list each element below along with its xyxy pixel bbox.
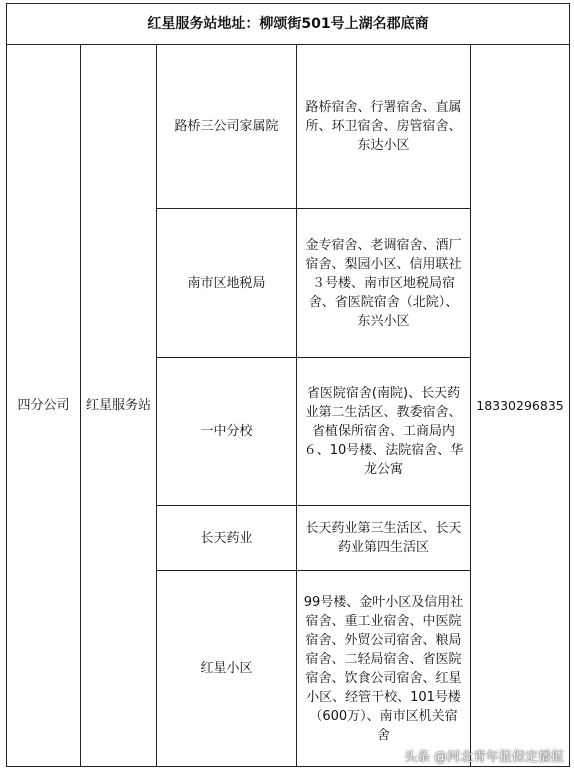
areas-cell: 长天药业第三生活区、长天药业第四生活区 — [305, 521, 462, 555]
service-station-cell: 红星服务站 — [85, 398, 151, 413]
branch-company-cell: 四分公司 — [17, 398, 70, 413]
areas-cell: 省医院宿舍(南院)、长天药业第二生活区、教委宿舍、省植保所宿舍、工商局内６、10号楼、法院宿舍、华龙公寓 — [303, 386, 464, 477]
watermark — [404, 746, 564, 765]
unit-cell: 南市区地税局 — [187, 275, 266, 291]
unit-cell: 一中分校 — [200, 424, 253, 439]
unit-cell: 路桥三公司家属院 — [174, 119, 279, 134]
phone-cell: 18330296835 — [476, 398, 564, 413]
areas-cell: 99号楼、金叶小区及信用社宿舍、重工业宿舍、中医院宿舍、外贸公司宿舍、粮局宿舍、二轻局宿舍、省医院宿舍、饮食公司宿舍、红星小区、经管干校、101号楼（600万）、南市区机关宿舍 — [303, 594, 464, 743]
areas-cell: 金专宿舍、老调宿舍、酒厂宿舍、梨园小区、信用联社３号楼、南市区地税局宿舍、省医院宿舍（北院）、东兴小区 — [305, 237, 462, 329]
rule-right — [569, 3, 570, 767]
station-address-title: 红星服务站地址：柳颂街501号上湖名郡底商 — [147, 15, 429, 32]
watermark-account: @河北青年报保定播报 — [433, 750, 564, 765]
rule-bottom — [6, 766, 570, 767]
unit-cell: 长天药业 — [200, 530, 253, 546]
watermark-source: 头条 — [403, 750, 430, 765]
unit-cell: 红星小区 — [200, 661, 253, 676]
areas-cell: 路桥宿舍、行署宿舍、直属所、环卫宿舍、房管宿舍、东达小区 — [305, 100, 462, 153]
